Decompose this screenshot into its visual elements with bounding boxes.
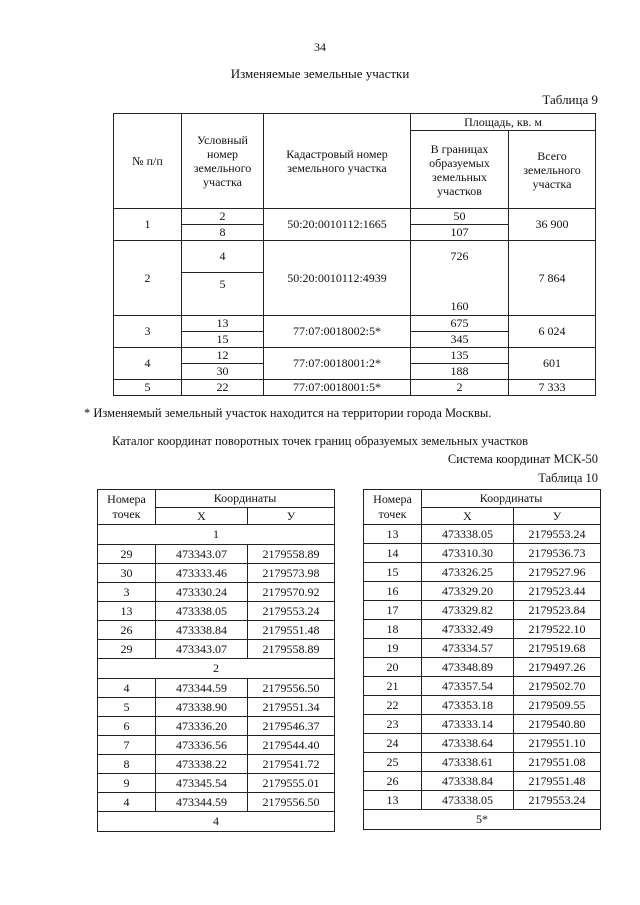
area-total: 7 864: [509, 241, 596, 316]
x-coordinate: 473338.05: [422, 525, 514, 544]
point-number: 8: [98, 755, 156, 774]
row-num: 1: [114, 209, 182, 241]
table-row: [98, 698, 335, 717]
table-row: [364, 582, 601, 601]
cadastral-number: 77:07:0018002:5*: [264, 316, 411, 348]
point-number: 13: [98, 602, 156, 621]
point-number: 13: [364, 525, 422, 544]
y-coordinate: 2179573.98: [248, 564, 335, 583]
x-coordinate: 473344.59: [156, 793, 248, 812]
area-total: 601: [509, 348, 596, 380]
header-coords: Координаты: [156, 490, 335, 508]
header-area-group: Площадь, кв. м: [411, 114, 596, 131]
catalog-title: Каталог координат поворотных точек границ образуемых земельных участков: [111, 434, 529, 448]
row-num: 3: [114, 316, 182, 348]
x-coordinate: 473343.07: [156, 640, 248, 659]
cadastral-number: 50:20:0010112:1665: [264, 209, 411, 241]
y-coordinate: 2179527.96: [514, 563, 601, 582]
table-row: [98, 717, 335, 736]
y-coordinate: 2179551.10: [514, 734, 601, 753]
area-total: 36 900: [509, 209, 596, 241]
header-num: № п/п: [114, 114, 182, 209]
table-row: [114, 316, 596, 332]
plot-number: 4: [98, 812, 335, 832]
x-coordinate: 473348.89: [422, 658, 514, 677]
point-number: 14: [364, 544, 422, 563]
table9-modified-land-plots: [113, 113, 596, 396]
table-row: [98, 736, 335, 755]
y-coordinate: 2179558.89: [248, 640, 335, 659]
x-coordinate: 473338.64: [422, 734, 514, 753]
group-row: [98, 812, 335, 832]
x-coordinate: 473357.54: [422, 677, 514, 696]
point-number: 18: [364, 620, 422, 639]
y-coordinate: 2179497.26: [514, 658, 601, 677]
table-row: [114, 348, 596, 364]
table-row: [98, 602, 335, 621]
x-coordinate: 473338.05: [422, 791, 514, 810]
table-row: [364, 791, 601, 810]
row-num: 5: [114, 380, 182, 396]
point-number: 26: [98, 621, 156, 640]
point-number: 16: [364, 582, 422, 601]
x-coordinate: 473343.07: [156, 545, 248, 564]
table-row: [98, 774, 335, 793]
point-number: 26: [364, 772, 422, 791]
point-number: 5: [98, 698, 156, 717]
table-row: [364, 696, 601, 715]
area-within: 135: [411, 348, 509, 364]
y-coordinate: 2179523.44: [514, 582, 601, 601]
table-row: [364, 734, 601, 753]
cond-number: 22: [182, 380, 264, 396]
table-row: [98, 755, 335, 774]
group-row: [98, 659, 335, 679]
row-num: 2: [114, 241, 182, 316]
cond-number: 15: [182, 332, 264, 348]
point-number: 3: [98, 583, 156, 602]
table-row: [364, 658, 601, 677]
cond-number: 4: [182, 241, 264, 273]
point-number: 29: [98, 640, 156, 659]
y-coordinate: 2179519.68: [514, 639, 601, 658]
table-row: [364, 677, 601, 696]
x-coordinate: 473338.22: [156, 755, 248, 774]
x-coordinate: 473336.20: [156, 717, 248, 736]
y-coordinate: 2179544.40: [248, 736, 335, 755]
x-coordinate: 473333.14: [422, 715, 514, 734]
point-number: 25: [364, 753, 422, 772]
x-coordinate: 473334.57: [422, 639, 514, 658]
header-y: У: [514, 508, 601, 525]
cond-number: 2: [182, 209, 264, 225]
area-total: 6 024: [509, 316, 596, 348]
y-coordinate: 2179541.72: [248, 755, 335, 774]
x-coordinate: 473336.56: [156, 736, 248, 755]
group-row: [364, 810, 601, 830]
table-row: [364, 772, 601, 791]
x-coordinate: 473333.46: [156, 564, 248, 583]
plot-number: 2: [98, 659, 335, 679]
x-coordinate: 473329.82: [422, 601, 514, 620]
point-number: 4: [98, 679, 156, 698]
x-coordinate: 473332.49: [422, 620, 514, 639]
table-row: [98, 545, 335, 564]
page-number: 34: [314, 40, 326, 54]
y-coordinate: 2179502.70: [514, 677, 601, 696]
cond-number: 12: [182, 348, 264, 364]
table-row: [98, 640, 335, 659]
y-coordinate: 2179546.37: [248, 717, 335, 736]
cond-number: 5: [182, 273, 264, 316]
point-number: 29: [98, 545, 156, 564]
area-within: 107: [411, 225, 509, 241]
x-coordinate: 473353.18: [422, 696, 514, 715]
x-coordinate: 473338.61: [422, 753, 514, 772]
header-x: X: [422, 508, 514, 525]
cond-number: 13: [182, 316, 264, 332]
point-number: 21: [364, 677, 422, 696]
table-row: [364, 753, 601, 772]
x-coordinate: 473338.84: [156, 621, 248, 640]
footnote: * Изменяемый земельный участок находится на территории города Москвы.: [84, 406, 492, 420]
table-row: [114, 241, 596, 273]
y-coordinate: 2179555.01: [248, 774, 335, 793]
table-row: [364, 620, 601, 639]
cadastral-number: 77:07:0018001:5*: [264, 380, 411, 396]
point-number: 17: [364, 601, 422, 620]
y-coordinate: 2179551.34: [248, 698, 335, 717]
row-num: 4: [114, 348, 182, 380]
point-number: 13: [364, 791, 422, 810]
area-within: 50: [411, 209, 509, 225]
table-row: [364, 715, 601, 734]
table9-title: Изменяемые земельные участки: [230, 66, 410, 81]
cond-number: 8: [182, 225, 264, 241]
x-coordinate: 473310.30: [422, 544, 514, 563]
table-row: [98, 583, 335, 602]
header-area-within: В границах образуемых земельных участков: [411, 131, 509, 209]
point-number: 24: [364, 734, 422, 753]
area-within: 726: [450, 249, 469, 263]
group-row: [98, 525, 335, 545]
point-number: 9: [98, 774, 156, 793]
y-coordinate: 2179509.55: [514, 696, 601, 715]
area-within: 2: [411, 380, 509, 396]
table-row: [364, 525, 601, 544]
point-number: 4: [98, 793, 156, 812]
point-number: 6: [98, 717, 156, 736]
table10-label: Таблица 10: [538, 471, 598, 485]
table-row: [364, 563, 601, 582]
header-point: Номера точек: [364, 490, 422, 525]
area-within: 188: [411, 364, 509, 380]
cadastral-number: 50:20:0010112:4939: [264, 241, 411, 316]
x-coordinate: 473326.25: [422, 563, 514, 582]
area-within: 160: [450, 299, 469, 313]
y-coordinate: 2179553.24: [514, 791, 601, 810]
x-coordinate: 473338.84: [422, 772, 514, 791]
header-cadastral-number: Кадастровый номер земельного участка: [264, 114, 411, 209]
table-row: [364, 639, 601, 658]
y-coordinate: 2179551.48: [248, 621, 335, 640]
x-coordinate: 473338.05: [156, 602, 248, 621]
header-point: Номера точек: [98, 490, 156, 525]
header-x: X: [156, 508, 248, 525]
cond-number: 30: [182, 364, 264, 380]
y-coordinate: 2179556.50: [248, 793, 335, 812]
cadastral-number: 77:07:0018001:2*: [264, 348, 411, 380]
area-within: 345: [411, 332, 509, 348]
table9-label: Таблица 9: [542, 92, 598, 107]
x-coordinate: 473344.59: [156, 679, 248, 698]
header-coords: Координаты: [422, 490, 601, 508]
plot-number: 5*: [364, 810, 601, 830]
y-coordinate: 2179536.73: [514, 544, 601, 563]
area-total: 7 333: [509, 380, 596, 396]
point-number: 19: [364, 639, 422, 658]
table-row: [98, 793, 335, 812]
coordinate-system: Система координат МСК-50: [447, 452, 598, 466]
x-coordinate: 473345.54: [156, 774, 248, 793]
table-row: [98, 621, 335, 640]
table10-right: [363, 489, 601, 830]
table-row: [98, 679, 335, 698]
area-within-cell: [411, 241, 509, 316]
y-coordinate: 2179551.08: [514, 753, 601, 772]
point-number: 20: [364, 658, 422, 677]
table-row: [114, 209, 596, 225]
point-number: 23: [364, 715, 422, 734]
header-area-total: Всего земельного участка: [509, 131, 596, 209]
y-coordinate: 2179523.84: [514, 601, 601, 620]
y-coordinate: 2179540.80: [514, 715, 601, 734]
point-number: 22: [364, 696, 422, 715]
table10-left: [97, 489, 335, 832]
point-number: 7: [98, 736, 156, 755]
x-coordinate: 473338.90: [156, 698, 248, 717]
x-coordinate: 473330.24: [156, 583, 248, 602]
y-coordinate: 2179553.24: [248, 602, 335, 621]
y-coordinate: 2179522.10: [514, 620, 601, 639]
table-row: [114, 380, 596, 396]
x-coordinate: 473329.20: [422, 582, 514, 601]
y-coordinate: 2179558.89: [248, 545, 335, 564]
header-conditional-number: Условный номер земельного участка: [182, 114, 264, 209]
plot-number: 1: [98, 525, 335, 545]
table-row: [364, 601, 601, 620]
area-within: 675: [411, 316, 509, 332]
table-row: [364, 544, 601, 563]
y-coordinate: 2179551.48: [514, 772, 601, 791]
point-number: 30: [98, 564, 156, 583]
table-row: [98, 564, 335, 583]
point-number: 15: [364, 563, 422, 582]
y-coordinate: 2179553.24: [514, 525, 601, 544]
y-coordinate: 2179570.92: [248, 583, 335, 602]
header-y: У: [248, 508, 335, 525]
y-coordinate: 2179556.50: [248, 679, 335, 698]
